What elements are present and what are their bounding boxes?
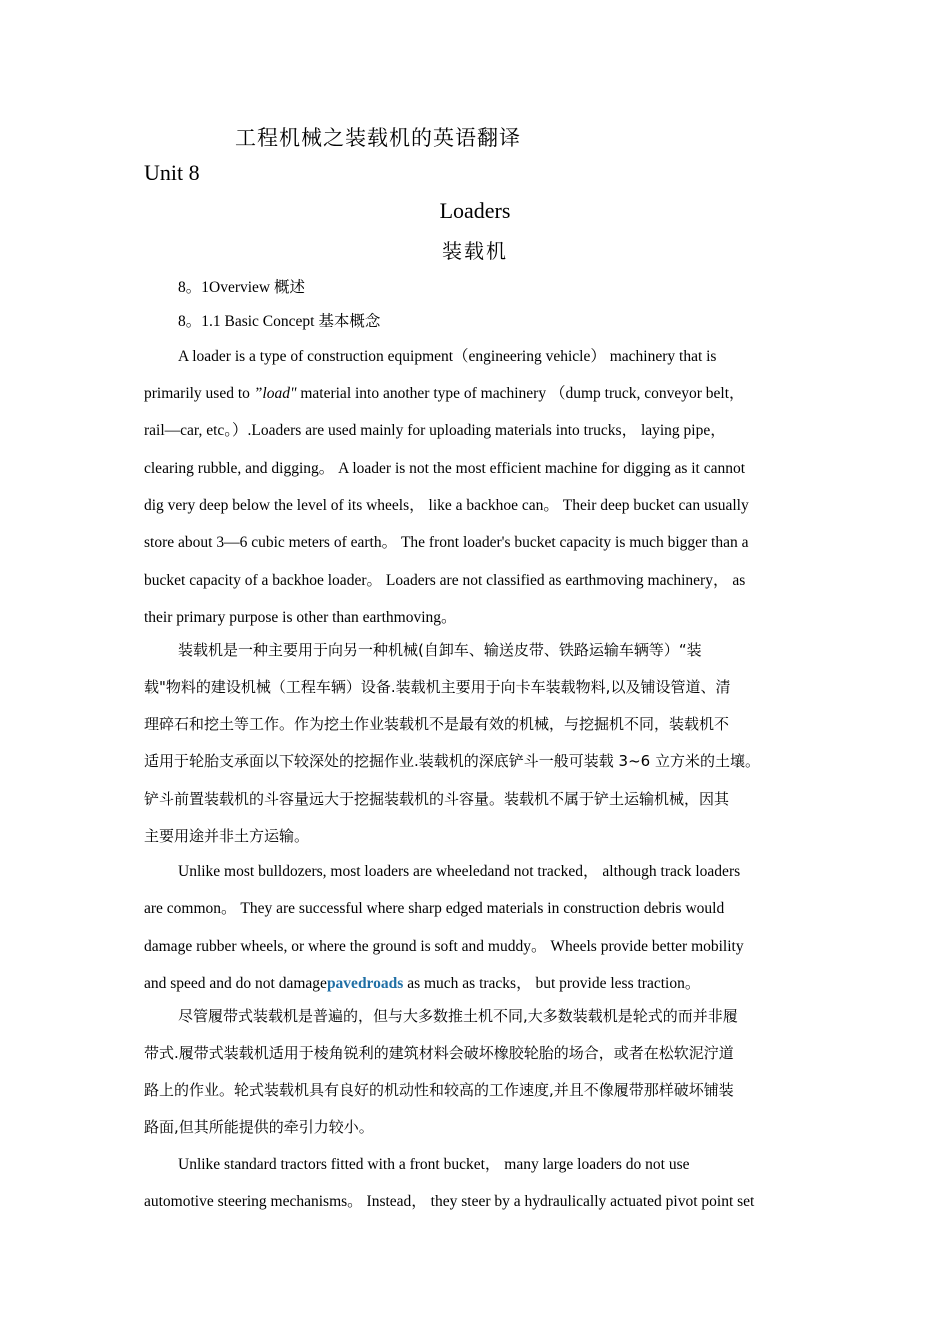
document-title: 工程机械之装载机的英语翻译 [235, 126, 521, 150]
paragraph-line: A loader is a type of construction equipment（engineering vehicle） machinery that is [178, 348, 717, 365]
paragraph-line: clearing rubble, and digging。 A loader is not the most efficient machine for digging as it cannot [144, 460, 746, 477]
emphasis-load: ”load" [253, 385, 297, 402]
paragraph-line: 适用于轮胎支承面以下较深处的挖掘作业.装载机的深底铲斗一般可装载 3~6 立方米的土壤。 [144, 752, 760, 770]
paragraph-line: Unlike standard tractors fitted with a front bucket， many large loaders do not use [178, 1156, 690, 1173]
paragraph-line: bucket capacity of a backhoe loader。 Loaders are not classified as earthmoving machinery， as [144, 572, 746, 589]
text-span: material into another type of machinery （dump truck, conveyor belt， [296, 385, 745, 402]
section-heading-basic-concept: 8。1.1 Basic Concept 基本概念 [178, 313, 381, 330]
paragraph-line [144, 381, 745, 403]
paragraph-line: damage rubber wheels, or where the ground is soft and muddy。 Wheels provide better mobility [144, 938, 744, 955]
text-span: primarily used to [144, 385, 254, 402]
paragraph-line: store about 3—6 cubic meters of earth。 The front loader's bucket capacity is much bigger than a [144, 534, 749, 551]
paragraph-line: 理碎石和挖土等工作。作为挖土作业装载机不是最有效的机械，与挖掘机不同，装载机不 [144, 715, 730, 733]
paragraph-line: 路上的作业。轮式装载机具有良好的机动性和较高的工作速度,并且不像履带那样破坏铺装 [144, 1081, 734, 1099]
paragraph-line: 载"物料的建设机械（工程车辆）设备.装载机主要用于向卡车装载物料,以及铺设管道、清 [144, 678, 731, 696]
paragraph-line: Unlike most bulldozers, most loaders are wheeledand not tracked， although track loaders [178, 863, 741, 880]
paragraph-line: 尽管履带式装载机是普遍的，但与大多数推土机不同,大多数装载机是轮式的而并非履 [178, 1007, 738, 1025]
paragraph-line: dig very deep below the level of its wheels， like a backhoe can。 Their deep bucket can usually [144, 497, 749, 514]
paragraph-line: are common。 They are successful where sharp edged materials in construction debris would [144, 900, 725, 917]
paragraph-line: 路面,但其所能提供的牵引力较小。 [144, 1118, 374, 1136]
heading-english: Loaders [439, 198, 511, 223]
heading-chinese: 装载机 [442, 239, 508, 263]
text-span: as much as tracks， but provide less traction。 [403, 975, 701, 992]
paragraph-line [144, 971, 700, 993]
text-span: and speed and do not damage [144, 975, 327, 992]
paved-roads-link[interactable]: pavedroads [326, 975, 404, 992]
unit-label: Unit 8 [144, 160, 200, 185]
paragraph-line: 铲斗前置装载机的斗容量远大于挖掘装载机的斗容量。装载机不属于铲土运输机械，因其 [144, 790, 730, 808]
paragraph-line: rail—car, etc。）.Loaders are used mainly for uploading materials into trucks， laying pipe， [144, 422, 726, 439]
paragraph-line: automotive steering mechanisms。 Instead， they steer by a hydraulically actuated pivot point set [144, 1193, 755, 1210]
section-heading-overview: 8。1Overview 概述 [178, 279, 305, 296]
paragraph-line: 主要用途并非土方运输。 [144, 827, 310, 845]
paragraph-line: 装载机是一种主要用于向另一种机械(自卸车、输送皮带、铁路运输车辆等）“装 [178, 641, 702, 659]
paragraph-line: 带式.履带式装载机适用于棱角锐利的建筑材料会破坏橡胶轮胎的场合，或者在松软泥泞道 [144, 1044, 734, 1062]
paragraph-line: their primary purpose is other than earthmoving。 [144, 609, 457, 626]
